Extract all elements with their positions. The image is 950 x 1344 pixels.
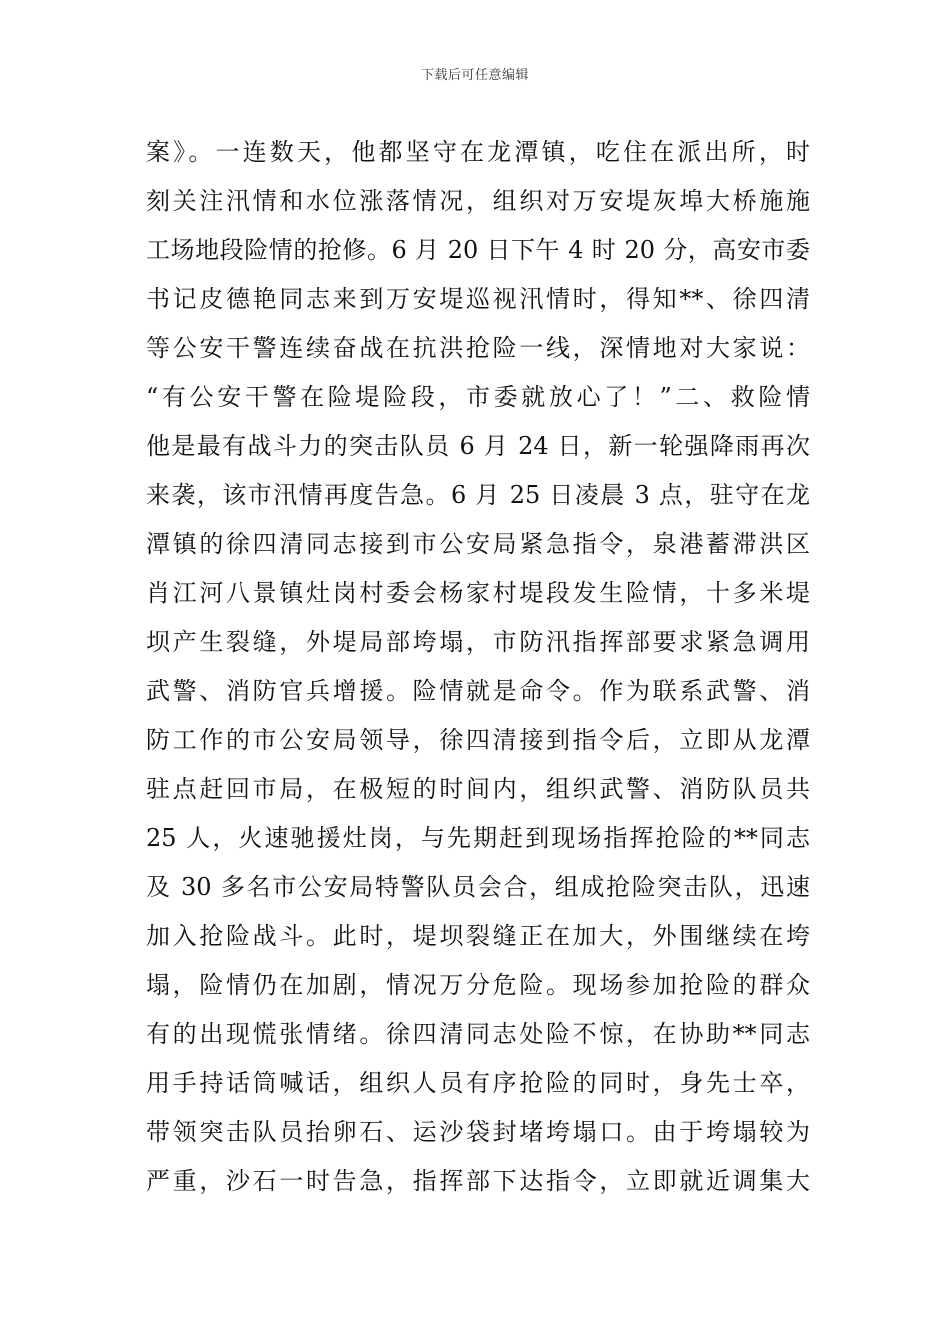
text-line: 工场地段险情的抢修。6 月 20 日下午 4 时 20 分，高安市委 <box>146 236 810 264</box>
text-line: 武警、消防官兵增援。险情就是命令。作为联系武警、消 <box>146 677 810 705</box>
page-header: 下载后可任意编辑 <box>420 68 529 83</box>
text-line: 带领突击队员抬卵石、运沙袋封堵垮塌口。由于垮塌较为 <box>146 1118 810 1146</box>
text-line: 加入抢险战斗。此时，堤坝裂缝正在加大，外围继续在垮 <box>146 922 810 950</box>
text-line: 坝产生裂缝，外堤局部垮塌，市防汛指挥部要求紧急调用 <box>146 628 810 656</box>
text-line: 有的出现慌张情绪。徐四清同志处险不惊，在协助**同志 <box>146 1020 810 1048</box>
text-line: 用手持话筒喊话，组织人员有序抢险的同时，身先士卒， <box>146 1069 810 1097</box>
text-line: 他是最有战斗力的突击队员 6 月 24 日，新一轮强降雨再次 <box>146 432 810 460</box>
text-line: 及 30 多名市公安局特警队员会合，组成抢险突击队，迅速 <box>146 873 810 901</box>
text-line: 潭镇的徐四清同志接到市公安局紧急指令，泉港蓄滞洪区 <box>146 530 810 558</box>
text-line: 案》。一连数天，他都坚守在龙潭镇，吃住在派出所，时 <box>146 138 810 166</box>
text-line: 25 人，火速驰援灶岗，与先期赶到现场指挥抢险的**同志 <box>146 824 810 852</box>
text-line: 驻点赶回市局，在极短的时间内，组织武警、消防队员共 <box>146 775 810 803</box>
text-line: 书记皮德艳同志来到万安堤巡视汛情时，得知**、徐四清 <box>146 285 810 313</box>
text-line: 严重，沙石一时告急，指挥部下达指令，立即就近调集大 <box>146 1167 810 1195</box>
text-line: 防工作的市公安局领导，徐四清接到指令后，立即从龙潭 <box>146 726 810 754</box>
text-line: “有公安干警在险堤险段，市委就放心了！”二、救险情 <box>146 383 810 411</box>
text-line: 肖江河八景镇灶岗村委会杨家村堤段发生险情，十多米堤 <box>146 579 810 607</box>
document-body <box>146 128 810 1206</box>
text-line: 等公安干警连续奋战在抗洪抢险一线，深情地对大家说： <box>146 334 810 362</box>
text-line: 塌，险情仍在加剧，情况万分危险。现场参加抢险的群众 <box>146 971 810 999</box>
text-line: 来袭，该市汛情再度告急。6 月 25 日凌晨 3 点，驻守在龙 <box>146 481 810 509</box>
text-line: 刻关注汛情和水位涨落情况，组织对万安堤灰埠大桥施施 <box>146 187 810 215</box>
